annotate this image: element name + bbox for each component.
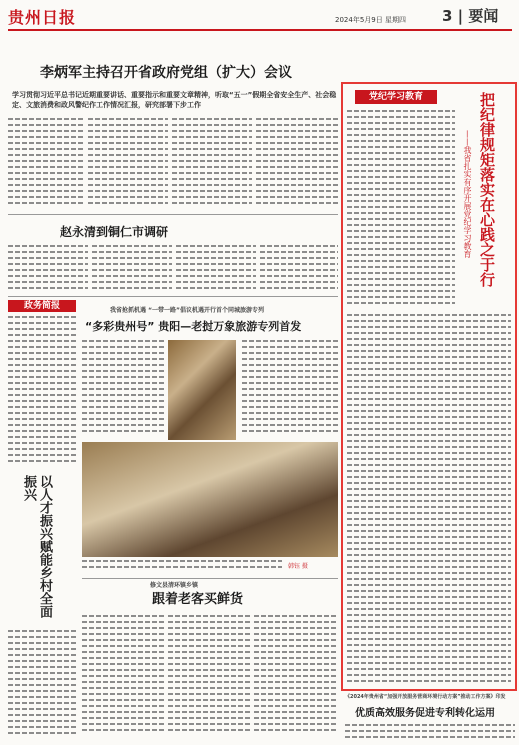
bottom-right-headline: 优质高效服务促进专利转化运用 <box>355 708 495 719</box>
vertical-subheadline-discipline: ——我省扎实有序开展党纪学习教育 <box>463 130 472 258</box>
second-headline: 赵永清到铜仁市调研 <box>60 225 169 239</box>
divider <box>82 578 338 579</box>
second-body-column-2 <box>92 245 172 293</box>
divider <box>8 214 338 215</box>
lead-subheadline: 学习贯彻习近平总书记近期重要讲话、重要指示和重要文章精神，听取“五一”假期全省安全生产、社会稳定、文旅消费和政风警纪作工作情况汇报，研究部署下步工作 <box>12 91 337 109</box>
feature-headline: “多彩贵州号” 贵阳—老挝万象旅游专列首发 <box>85 320 302 333</box>
second-body-column-3 <box>176 245 256 293</box>
bottom-headline: 跟着老客买鲜货 <box>152 592 244 607</box>
masthead-date: 2024年5月9日 星期四 <box>335 16 406 24</box>
vertical-headline-discipline: 把纪律规矩落实在心践之于行 <box>478 92 496 287</box>
masthead-rule <box>8 29 512 31</box>
feature-photo <box>168 340 236 440</box>
photo-caption-lines <box>82 560 282 574</box>
bottom-right-body <box>345 724 515 744</box>
discipline-body-top <box>347 110 455 310</box>
vertical-headline-talent: 以人才振兴赋能乡村全面振兴 <box>21 475 52 618</box>
bottom-right-kicker: 《2024年贵州省“加强开放服务营商环境行动方案”推动工作方案》印发 <box>345 694 506 700</box>
feature-large-photo <box>82 442 338 557</box>
feature-body-column-2 <box>242 340 338 440</box>
masthead-logo: 贵州日报 <box>8 8 77 27</box>
feature-kicker: 我省抢抓机遇 “一带一路”倡议机遇开行首个同城旅游专列 <box>110 307 264 314</box>
bottom-body-column-2 <box>168 615 250 740</box>
bottom-kicker: 修文县清环镇乡镇 <box>150 582 199 589</box>
bottom-body-column-3 <box>254 615 338 740</box>
second-body-column-1 <box>8 245 88 293</box>
masthead-page-label: 3 | 要闻 <box>442 7 499 25</box>
lead-body-column-4 <box>256 118 338 210</box>
lead-headline: 李炳军主持召开省政府党组（扩大）会议 <box>40 65 292 81</box>
discipline-body-bottom <box>347 314 511 686</box>
lead-body-column-3 <box>172 118 252 210</box>
second-body-column-4 <box>260 245 338 293</box>
divider <box>8 296 338 297</box>
bottom-body-column-1 <box>82 615 164 740</box>
brief-body <box>8 316 76 466</box>
talent-body <box>8 630 76 740</box>
section-title-discipline: 党纪学习教育 <box>355 90 437 104</box>
feature-body-column-1 <box>82 340 164 440</box>
photo-credit: 韩钰 摄 <box>288 563 308 570</box>
lead-body-column-2 <box>88 118 168 210</box>
lead-body-column-1 <box>8 118 83 210</box>
section-title-brief: 政务简报 <box>8 300 76 312</box>
